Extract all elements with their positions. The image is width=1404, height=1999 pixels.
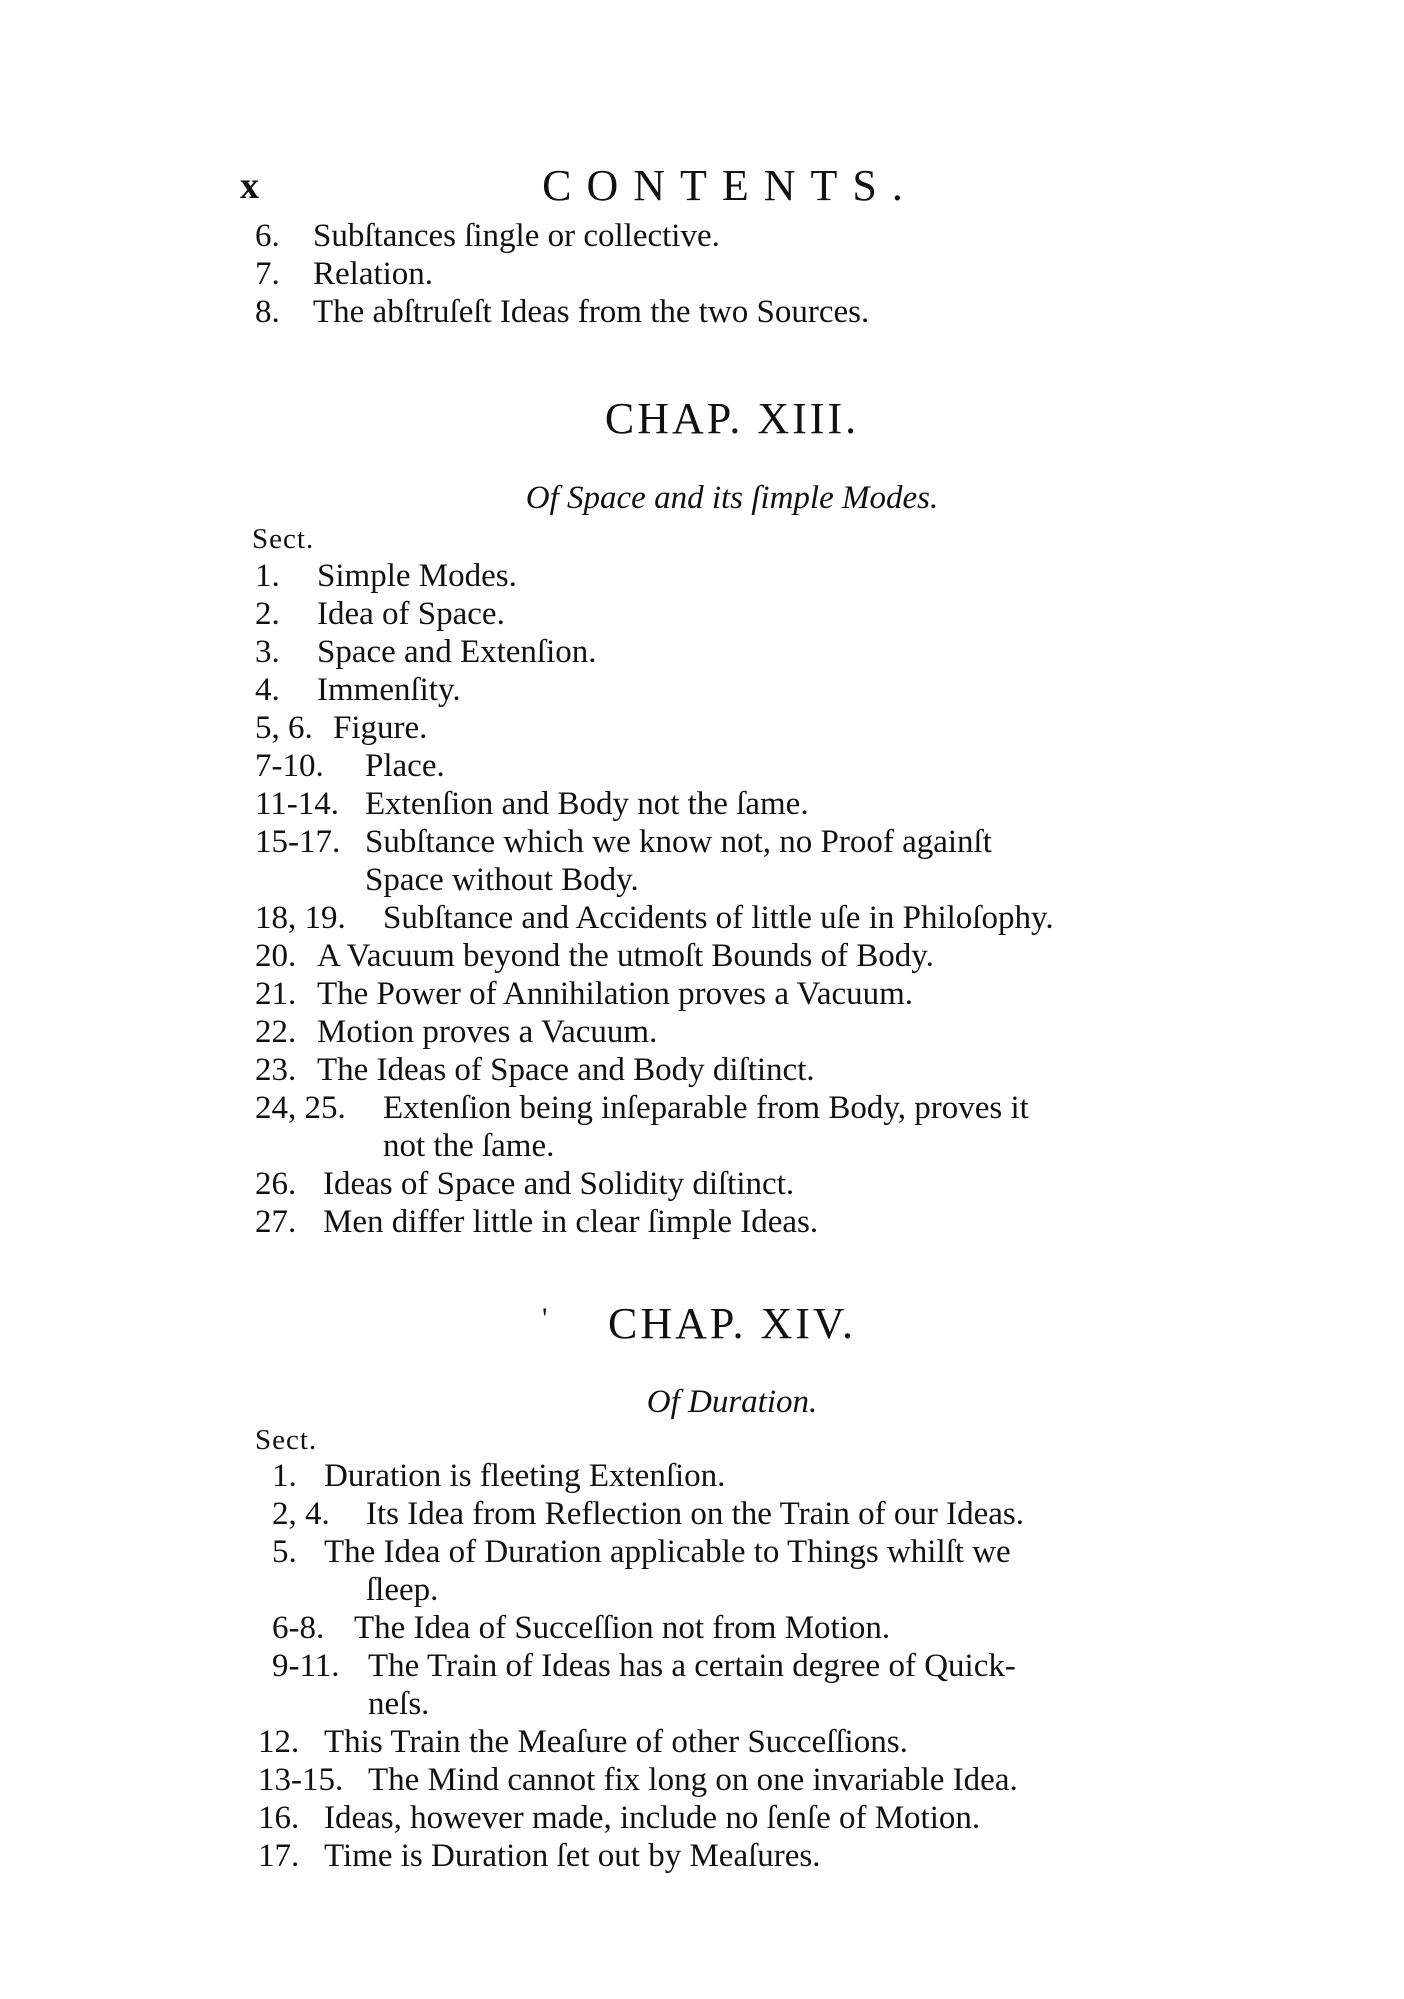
page-number: x (240, 165, 259, 207)
chapter-subtitle-xiii: Of Space and its ſimple Modes. (525, 480, 939, 516)
running-title: CONTENTS. (542, 161, 918, 210)
sect-label: Sect. (255, 1424, 318, 1456)
chapter-heading-xiv: CHAP. XIV. (607, 1299, 857, 1348)
page-header (240, 160, 1180, 220)
book-page: x CONTENTS. 6. Subſtances ſingle or collective. 7. Relation. 8. The abſtruſeſt Ideas from the two Sources. CHAP. XIII. Of Space and its ſimple Modes. Sect. 1. Simple Modes. 2. Idea of Space. 3. Space and Extenſion. 4. Immenſity. 5, 6. Figure. 7-10. Place. 11-14. Extenſion and Body not the ſame. 15-17. Subſtance which we know not, no Proof againſt Space without Body. 18, 19. Subſtance and Accidents of little uſe in Philoſophy. 20. A Vacuum beyond the utmoſt Bounds of Body. 21. The Power of Annihilation proves a Vacuum. 22. Motion proves a Vacuum. 23. The Ideas of Space and Body diſtinct. 24, 25. Extenſion being inſeparable from Body, proves it not the ſame. 26. Ideas of Space and Solidity diſtinct. 27. Men differ little in clear ſimple Ideas. ' CHAP. XIV. Of Duration. Sect. 1. Duration is fleeting Extenſion. 2, 4. Its Idea from Reflection on the Train of our Ideas. 5. The Idea of Duration applicable to Things whilſt we ſleep. 6-8. The Idea of Succeſſion not from Motion. 9-11. The Train of Ideas has a certain degree of Quick- neſs. 12. This Train the Meaſure of other Succeſſions. 13-15. The Mind cannot fix long on one invariable Idea. 16. Ideas, however made, include no ſenſe of Motion. 17. Time is Duration ſet out by Meaſures. (0, 0, 1404, 1999)
chapter-heading-xiii: CHAP. XIII. (604, 394, 860, 443)
chapter-subtitle-xiv: Of Duration. (646, 1384, 818, 1420)
sect-label: Sect. (252, 523, 315, 555)
stray-mark: ' (542, 1302, 548, 1335)
